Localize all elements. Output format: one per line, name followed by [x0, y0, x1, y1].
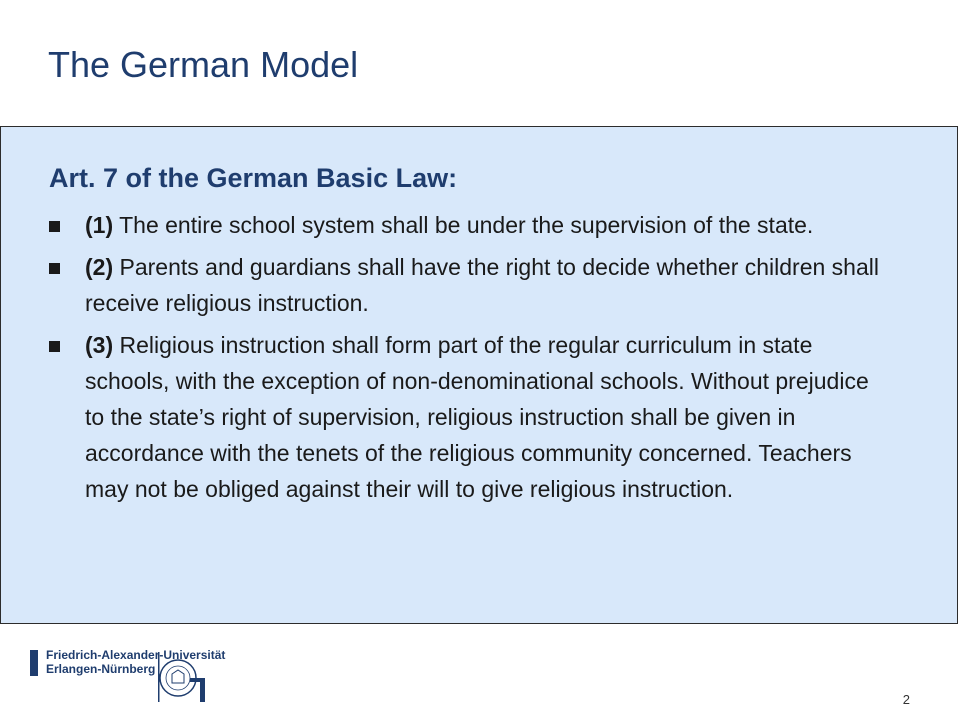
square-bullet-icon	[49, 341, 60, 352]
paragraph-text: Religious instruction shall form part of the regular curriculum in state schools, with the exception of non-denominational schools. Without prejudice to the state’s right of supervision, religious instruction shall be given in accordance with the tenets of the religious community concerned. Teachers may not be obliged against their will to give religious instruction.	[85, 332, 869, 502]
university-name-line2: Erlangen-Nürnberg	[46, 662, 156, 676]
university-logo	[30, 648, 226, 706]
square-bullet-icon	[49, 263, 60, 274]
slide-title: The German Model	[48, 44, 359, 85]
paragraph-number: (2)	[85, 254, 114, 280]
article-heading: Art. 7 of the German Basic Law:	[49, 163, 458, 193]
paragraph-text: Parents and guardians shall have the right to decide whether children shall receive religious instruction.	[85, 254, 879, 316]
paragraph-number: (1)	[85, 212, 114, 238]
paragraph-number: (3)	[85, 332, 114, 358]
page-number: 2	[902, 692, 910, 707]
list-item	[49, 207, 889, 243]
list-item	[49, 327, 889, 507]
square-bullet-icon	[49, 221, 60, 232]
list-item	[49, 249, 889, 321]
article-list	[49, 207, 889, 513]
content-box	[0, 126, 958, 624]
university-name-line1: Friedrich-Alexander-Universität	[46, 648, 226, 662]
paragraph-text: The entire school system shall be under the supervision of the state.	[113, 212, 814, 238]
